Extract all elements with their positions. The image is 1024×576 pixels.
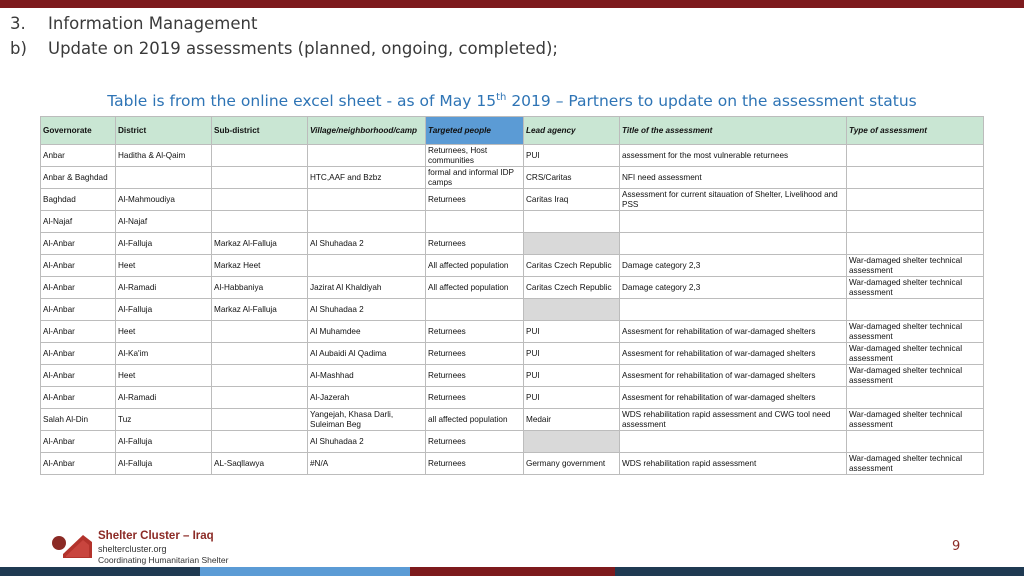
table-cell: War-damaged shelter technical assessment bbox=[847, 365, 984, 387]
table-cell: Al-Najaf bbox=[116, 211, 212, 233]
caption-superscript: th bbox=[496, 92, 507, 103]
table-cell: PUI bbox=[524, 387, 620, 409]
table-cell: Returnees bbox=[426, 387, 524, 409]
table-cell: PUI bbox=[524, 365, 620, 387]
table-cell: All affected population bbox=[426, 255, 524, 277]
table-cell: Caritas Czech Republic bbox=[524, 255, 620, 277]
table-cell bbox=[847, 167, 984, 189]
table-cell: Al-Falluja bbox=[116, 233, 212, 255]
table-cell bbox=[524, 211, 620, 233]
table-cell: assessment for the most vulnerable returnees bbox=[620, 145, 847, 167]
table-cell: Yangejah, Khasa Darli, Suleiman Beg bbox=[308, 409, 426, 431]
table-cell: Anbar bbox=[41, 145, 116, 167]
table-cell: War-damaged shelter technical assessment bbox=[847, 255, 984, 277]
table-cell: Al-Jazerah bbox=[308, 387, 426, 409]
table-cell: Al-Ramadi bbox=[116, 387, 212, 409]
table-row bbox=[41, 431, 984, 453]
table-cell: Caritas Iraq bbox=[524, 189, 620, 211]
table-cell bbox=[308, 255, 426, 277]
table-cell: Assessment for current sitauation of Shelter, Livelihood and PSS bbox=[620, 189, 847, 211]
column-header: Title of the assessment bbox=[620, 117, 847, 145]
table-cell: Al-Mahmoudiya bbox=[116, 189, 212, 211]
table-cell: formal and informal IDP camps bbox=[426, 167, 524, 189]
table-cell: All affected population bbox=[426, 277, 524, 299]
table-row bbox=[41, 365, 984, 387]
table-cell: War-damaged shelter technical assessment bbox=[847, 409, 984, 431]
table-cell: Germany government bbox=[524, 453, 620, 475]
table-cell: Al-Anbar bbox=[41, 453, 116, 475]
table-body bbox=[41, 145, 984, 475]
table-row bbox=[41, 145, 984, 167]
table-cell bbox=[620, 299, 847, 321]
table-cell: Medair bbox=[524, 409, 620, 431]
stripe-segment bbox=[410, 567, 615, 576]
shelter-cluster-logo-icon bbox=[52, 530, 94, 560]
stripe-segment bbox=[0, 567, 200, 576]
table-cell: Al-Anbar bbox=[41, 255, 116, 277]
table-cell: Al Shuhadaa 2 bbox=[308, 431, 426, 453]
section-heading bbox=[10, 14, 257, 33]
table-cell bbox=[212, 365, 308, 387]
table-cell bbox=[212, 167, 308, 189]
table-cell: WDS rehabilitation rapid assessment bbox=[620, 453, 847, 475]
table-cell: Salah Al-Din bbox=[41, 409, 116, 431]
column-header: Sub-district bbox=[212, 117, 308, 145]
table-cell bbox=[847, 189, 984, 211]
table-cell: Returnees bbox=[426, 431, 524, 453]
table-cell bbox=[847, 431, 984, 453]
table-cell: Al Aubaidi Al Qadima bbox=[308, 343, 426, 365]
table-cell: Assesment for rehabilitation of war-damaged shelters bbox=[620, 343, 847, 365]
footer-tagline: Coordinating Humanitarian Shelter bbox=[98, 555, 229, 565]
table-caption bbox=[0, 92, 1024, 110]
table-cell: Al-Habbaniya bbox=[212, 277, 308, 299]
table-cell: Assesment for rehabilitation of war-damaged shelters bbox=[620, 365, 847, 387]
table-cell: CRS/Caritas bbox=[524, 167, 620, 189]
table-cell bbox=[212, 145, 308, 167]
table-cell: HTC,AAF and Bzbz bbox=[308, 167, 426, 189]
table-cell: Al-Anbar bbox=[41, 387, 116, 409]
table-cell: Assesment for rehabilitation of war-damaged shelters bbox=[620, 321, 847, 343]
table-cell bbox=[212, 387, 308, 409]
table-cell bbox=[847, 299, 984, 321]
table-cell: Al-Mashhad bbox=[308, 365, 426, 387]
column-header: District bbox=[116, 117, 212, 145]
table-cell: Al-Anbar bbox=[41, 233, 116, 255]
table-cell bbox=[212, 189, 308, 211]
footer-website[interactable]: sheltercluster.org bbox=[98, 544, 167, 554]
caption-text-after: 2019 – Partners to update on the assessment status bbox=[506, 92, 917, 111]
table-row bbox=[41, 277, 984, 299]
subsection-title: Update on 2019 assessments (planned, ongoing, completed); bbox=[48, 39, 558, 58]
table-cell bbox=[212, 321, 308, 343]
table-cell bbox=[620, 233, 847, 255]
caption-text-before: Table is from the online excel sheet - as of May 15 bbox=[107, 92, 497, 111]
table-cell: Returnees bbox=[426, 233, 524, 255]
table-cell: Caritas Czech Republic bbox=[524, 277, 620, 299]
table-cell: War-damaged shelter technical assessment bbox=[847, 343, 984, 365]
table-cell: Al Muhamdee bbox=[308, 321, 426, 343]
table-cell: all affected population bbox=[426, 409, 524, 431]
table-cell bbox=[620, 211, 847, 233]
table-cell: Anbar & Baghdad bbox=[41, 167, 116, 189]
table-cell: Returnees bbox=[426, 365, 524, 387]
footer-org-name: Shelter Cluster – Iraq bbox=[98, 530, 214, 542]
table-cell: Tuz bbox=[116, 409, 212, 431]
table-cell: Haditha & Al-Qaim bbox=[116, 145, 212, 167]
table-cell: Returnees bbox=[426, 189, 524, 211]
table-cell: Al Shuhadaa 2 bbox=[308, 233, 426, 255]
subsection-letter: b) bbox=[10, 39, 27, 58]
table-cell: Heet bbox=[116, 255, 212, 277]
column-header: Governorate bbox=[41, 117, 116, 145]
table-cell: Al-Ka'im bbox=[116, 343, 212, 365]
table-cell: Returnees bbox=[426, 343, 524, 365]
table-cell: Assesment for rehabilitation of war-damaged shelters bbox=[620, 387, 847, 409]
table-cell: Al-Falluja bbox=[116, 299, 212, 321]
table-cell bbox=[212, 409, 308, 431]
table-cell: PUI bbox=[524, 321, 620, 343]
table-row bbox=[41, 189, 984, 211]
table-cell: PUI bbox=[524, 343, 620, 365]
table-row bbox=[41, 321, 984, 343]
table-row bbox=[41, 167, 984, 189]
table-cell bbox=[426, 299, 524, 321]
table-cell bbox=[620, 431, 847, 453]
table-cell: Al-Falluja bbox=[116, 431, 212, 453]
table-cell: Al-Anbar bbox=[41, 431, 116, 453]
section-title: Information Management bbox=[48, 14, 258, 33]
section-number: 3. bbox=[10, 14, 26, 33]
table-cell: Baghdad bbox=[41, 189, 116, 211]
table-cell: Heet bbox=[116, 321, 212, 343]
table-cell bbox=[308, 211, 426, 233]
table-cell: War-damaged shelter technical assessment bbox=[847, 321, 984, 343]
table-cell bbox=[212, 343, 308, 365]
table-cell: Al-Ramadi bbox=[116, 277, 212, 299]
table-cell bbox=[212, 431, 308, 453]
table-cell: Heet bbox=[116, 365, 212, 387]
table-cell: Returnees, Host communities bbox=[426, 145, 524, 167]
table-cell bbox=[308, 145, 426, 167]
subsection-heading bbox=[10, 39, 558, 58]
table-row bbox=[41, 255, 984, 277]
table-cell: Al-Falluja bbox=[116, 453, 212, 475]
table-row bbox=[41, 343, 984, 365]
stripe-segment bbox=[200, 567, 410, 576]
table-cell: #N/A bbox=[308, 453, 426, 475]
table-cell bbox=[212, 211, 308, 233]
table-cell: Damage category 2,3 bbox=[620, 255, 847, 277]
table-cell bbox=[116, 167, 212, 189]
table-cell: Markaz Al-Falluja bbox=[212, 299, 308, 321]
table-row bbox=[41, 299, 984, 321]
table-cell: Al-Anbar bbox=[41, 365, 116, 387]
table-cell bbox=[847, 145, 984, 167]
table-cell: NFI need assessment bbox=[620, 167, 847, 189]
table-cell: Returnees bbox=[426, 453, 524, 475]
column-header: Type of assessment bbox=[847, 117, 984, 145]
table-cell: Returnees bbox=[426, 321, 524, 343]
table-cell: WDS rehabilitation rapid assessment and CWG tool need assessment bbox=[620, 409, 847, 431]
table-cell: Al-Anbar bbox=[41, 321, 116, 343]
table-cell: Markaz Heet bbox=[212, 255, 308, 277]
table-cell: AL-Saqllawya bbox=[212, 453, 308, 475]
table-row bbox=[41, 453, 984, 475]
table-row bbox=[41, 211, 984, 233]
table-header-row bbox=[41, 117, 984, 145]
column-header: Targeted people bbox=[426, 117, 524, 145]
table-cell: Al-Anbar bbox=[41, 343, 116, 365]
table-row bbox=[41, 233, 984, 255]
stripe-segment bbox=[615, 567, 1024, 576]
table-cell: Jazirat Al Khaldiyah bbox=[308, 277, 426, 299]
column-header: Lead agency bbox=[524, 117, 620, 145]
table-cell: Al-Najaf bbox=[41, 211, 116, 233]
table-cell: Al Shuhadaa 2 bbox=[308, 299, 426, 321]
table-cell bbox=[847, 233, 984, 255]
table-cell: Al-Anbar bbox=[41, 299, 116, 321]
table-row bbox=[41, 409, 984, 431]
table-cell bbox=[308, 189, 426, 211]
table-cell bbox=[847, 211, 984, 233]
table-cell: War-damaged shelter technical assessment bbox=[847, 277, 984, 299]
bottom-stripe bbox=[0, 567, 1024, 576]
table-cell bbox=[426, 211, 524, 233]
table-cell: Damage category 2,3 bbox=[620, 277, 847, 299]
table-cell bbox=[524, 431, 620, 453]
top-accent-bar bbox=[0, 0, 1024, 8]
page-number: 9 bbox=[952, 539, 961, 554]
assessments-table bbox=[40, 116, 984, 475]
table-cell: Al-Anbar bbox=[41, 277, 116, 299]
table-cell bbox=[524, 233, 620, 255]
table-cell bbox=[847, 387, 984, 409]
table-cell bbox=[524, 299, 620, 321]
table-cell: War-damaged shelter technical assessment bbox=[847, 453, 984, 475]
table-row bbox=[41, 387, 984, 409]
table-cell: PUI bbox=[524, 145, 620, 167]
column-header: Village/neighborhood/camp bbox=[308, 117, 426, 145]
table-cell: Markaz Al-Falluja bbox=[212, 233, 308, 255]
